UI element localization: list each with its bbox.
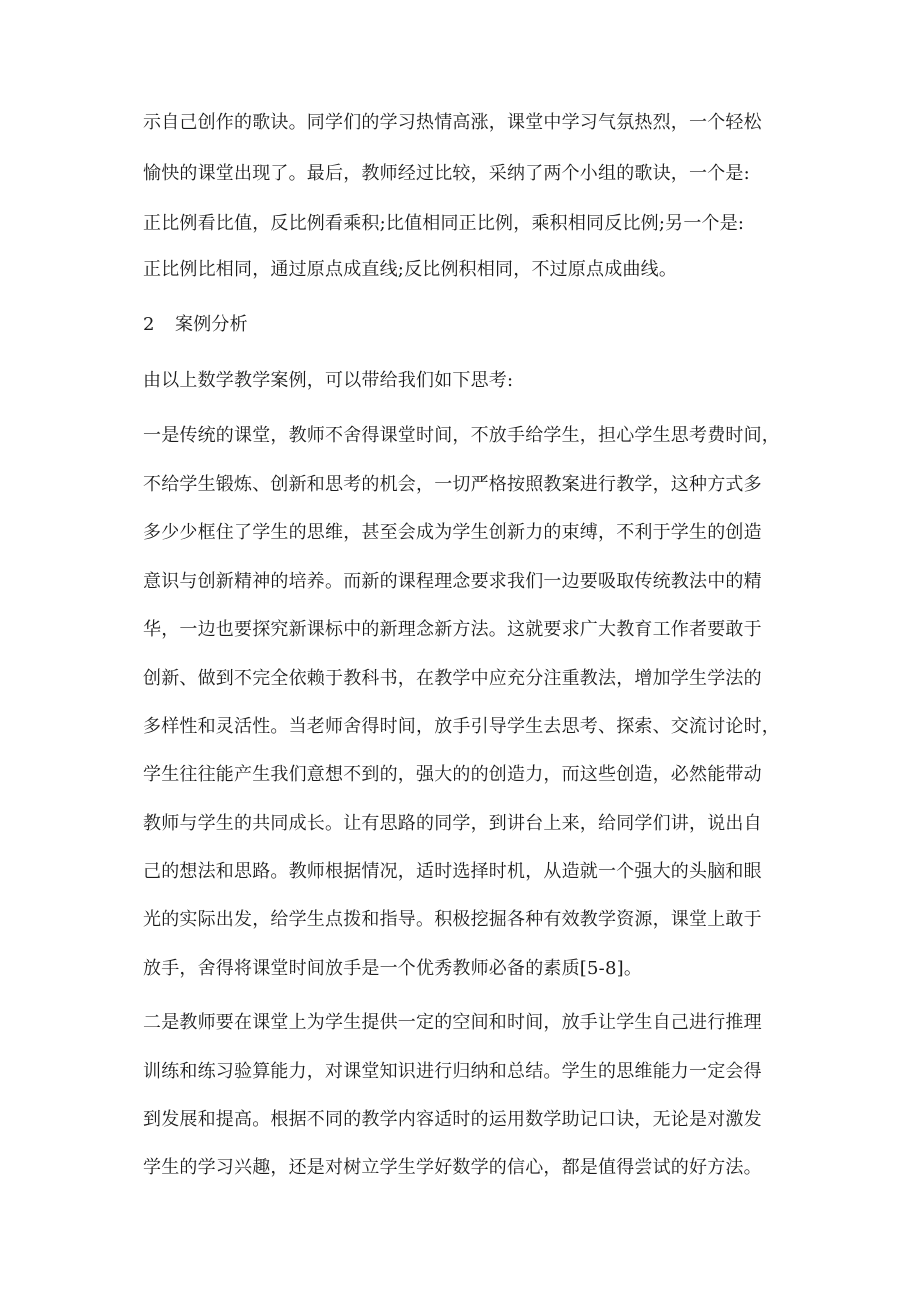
text-line: 华，一边也要探究新课标中的新理念新方法。这就要求广大教育工作者要敢于 [143, 619, 762, 640]
text-line: 愉快的课堂出现了。最后，教师经过比较，采纳了两个小组的歌诀，一个是: [143, 163, 750, 184]
text-line: 训练和练习验算能力，对课堂知识进行归纳和总结。学生的思维能力一定会得 [143, 1061, 762, 1082]
text-line: 放手，舍得将课堂时间放手是一个优秀教师必备的素质[5-8]。 [143, 958, 643, 979]
text-line: 教师与学生的共同成长。让有思路的同学，到讲台上来，给同学们讲，说出自 [143, 813, 762, 834]
text-line: 多样性和灵活性。当老师舍得时间，放手引导学生去思考、探索、交流讨论时， [143, 716, 780, 737]
text-line: 一是传统的课堂，教师不舍得课堂时间，不放手给学生，担心学生思考费时间， [143, 425, 780, 446]
text-line: 二是教师要在课堂上为学生提供一定的空间和时间，放手让学生自己进行推理 [143, 1012, 762, 1033]
text-line: 由以上数学教学案例，可以带给我们如下思考: [143, 370, 514, 391]
text-line: 己的想法和思路。教师根据情况，适时选择时机，从造就一个强大的头脑和眼 [143, 861, 762, 882]
text-line: 多少少框住了学生的思维，甚至会成为学生创新力的束缚，不利于学生的创造 [143, 522, 762, 543]
text-line: 不给学生锻炼、创新和思考的机会，一切严格按照教案进行教学，这种方式多 [143, 474, 762, 495]
text-line: 创新、做到不完全依赖于教科书，在教学中应充分注重教法，增加学生学法的 [143, 668, 762, 689]
text-line: 学生往往能产生我们意想不到的，强大的的创造力，而这些创造，必然能带动 [143, 764, 762, 785]
text-line: 正比例比相同，通过原点成直线;反比例积相同，不过原点成曲线。 [143, 259, 678, 280]
text-line: 到发展和提高。根据不同的教学内容适时的运用数学助记口诀，无论是对激发 [143, 1109, 762, 1130]
text-line: 意识与创新精神的培养。而新的课程理念要求我们一边要吸取传统教法中的精 [143, 571, 762, 592]
text-line: 正比例看比值，反比例看乘积;比值相同正比例，乘积相同反比例;另一个是: [143, 213, 745, 234]
text-line: 光的实际出发，给学生点拨和指导。积极挖掘各种有效教学资源，课堂上敢于 [143, 909, 762, 930]
section-number: 2 [143, 314, 155, 335]
text-line: 示自己创作的歌诀。同学们的学习热情高涨，课堂中学习气氛热烈，一个轻松 [143, 112, 762, 133]
section-title: 案例分析 [175, 314, 248, 335]
section-heading [143, 313, 248, 337]
text-line: 学生的学习兴趣，还是对树立学生学好数学的信心，都是值得尝试的好方法。 [143, 1157, 762, 1178]
